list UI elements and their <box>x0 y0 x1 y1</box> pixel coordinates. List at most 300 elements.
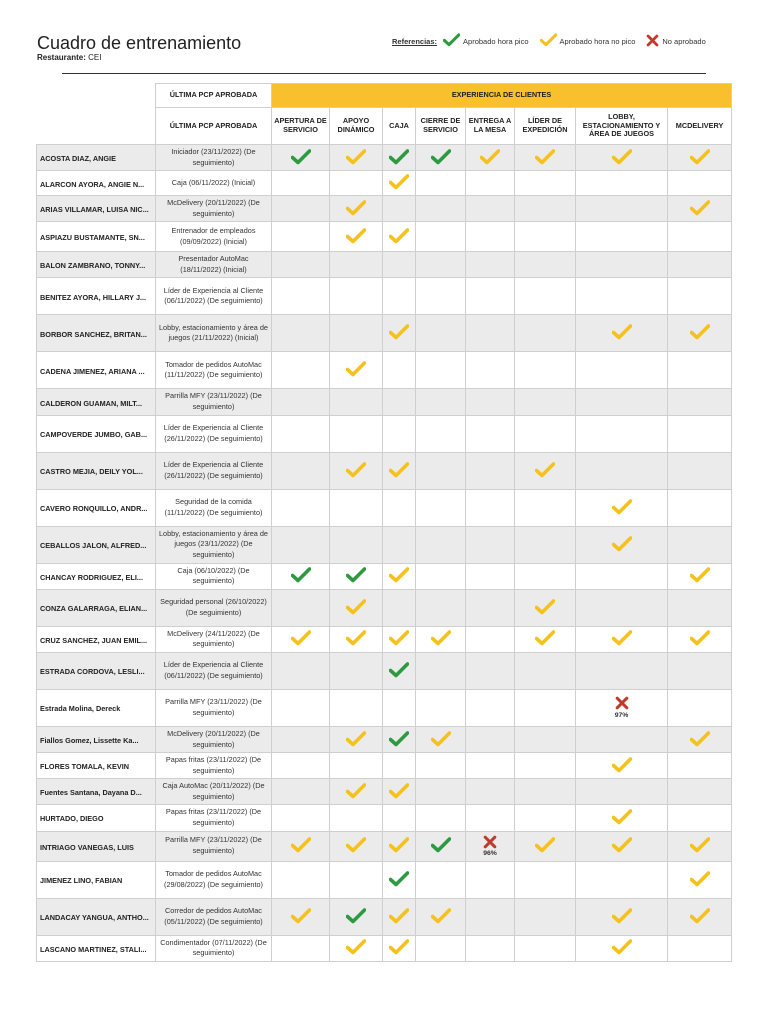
status-cell <box>668 171 732 196</box>
status-cell <box>416 196 466 222</box>
last-pcp: Parrilla MFY (23/11/2022) (De seguimiento) <box>156 831 272 861</box>
check-yellow-icon <box>690 837 710 855</box>
status-cell <box>330 753 383 779</box>
column-header: APERTURA DE SERVICIO <box>272 108 330 145</box>
last-pcp: Papas fritas (23/11/2022) (De seguimiento) <box>156 753 272 779</box>
table-row <box>37 626 732 652</box>
status-cell <box>576 278 668 315</box>
legend-item-red <box>643 34 705 49</box>
last-pcp: Líder de Experiencia al Cliente (26/11/2022) (De seguimiento) <box>156 415 272 452</box>
table-row <box>37 145 732 171</box>
status-cell <box>330 563 383 589</box>
status-cell <box>576 805 668 831</box>
status-cell <box>515 452 576 489</box>
not-approved-mark <box>483 835 497 858</box>
table-row <box>37 171 732 196</box>
table-row <box>37 753 732 779</box>
table-row <box>37 935 732 961</box>
status-cell <box>272 222 330 252</box>
status-cell <box>416 452 466 489</box>
table-row <box>37 726 732 752</box>
status-cell <box>330 315 383 352</box>
page-title: Cuadro de entrenamiento <box>37 33 242 53</box>
employee-name: ASPIAZU BUSTAMANTE, SN... <box>37 222 156 252</box>
check-yellow-icon <box>431 908 451 926</box>
status-cell <box>330 626 383 652</box>
status-cell <box>668 831 732 861</box>
status-cell <box>515 252 576 278</box>
table-row <box>37 389 732 415</box>
status-cell <box>466 831 515 861</box>
status-cell <box>576 196 668 222</box>
check-yellow-icon <box>690 200 710 218</box>
status-cell <box>416 389 466 415</box>
check-yellow-icon <box>389 783 409 801</box>
table-row <box>37 563 732 589</box>
status-cell <box>272 352 330 389</box>
status-cell <box>383 898 416 935</box>
status-cell <box>576 222 668 252</box>
status-cell <box>416 861 466 898</box>
check-yellow-icon <box>389 174 409 192</box>
check-green-icon <box>389 871 409 889</box>
check-yellow-icon <box>389 837 409 855</box>
status-cell <box>416 831 466 861</box>
check-yellow-icon <box>690 731 710 749</box>
employee-name: CAMPOVERDE JUMBO, GAB... <box>37 415 156 452</box>
status-cell <box>383 861 416 898</box>
status-cell <box>272 805 330 831</box>
status-cell <box>668 805 732 831</box>
last-pcp: Lobby, estacionamiento y área de juegos (21/11/2022) (Inicial) <box>156 315 272 352</box>
status-cell <box>668 526 732 563</box>
status-cell <box>272 171 330 196</box>
status-cell <box>330 352 383 389</box>
status-cell <box>668 563 732 589</box>
status-cell <box>515 315 576 352</box>
status-cell <box>515 171 576 196</box>
status-cell <box>576 489 668 526</box>
check-yellow-icon <box>612 837 632 855</box>
check-yellow-icon <box>346 783 366 801</box>
status-cell <box>383 626 416 652</box>
status-cell <box>272 145 330 171</box>
status-cell <box>466 563 515 589</box>
status-cell <box>466 589 515 626</box>
status-cell <box>515 861 576 898</box>
status-cell <box>383 452 416 489</box>
status-cell <box>668 626 732 652</box>
status-cell <box>515 563 576 589</box>
status-cell <box>272 415 330 452</box>
table-row <box>37 278 732 315</box>
check-yellow-icon <box>346 361 366 379</box>
not-approved-mark <box>615 696 629 719</box>
status-cell <box>668 861 732 898</box>
status-cell <box>668 589 732 626</box>
check-yellow-icon <box>480 149 500 167</box>
training-table <box>36 83 732 962</box>
status-cell <box>383 489 416 526</box>
status-cell <box>330 389 383 415</box>
last-pcp: Líder de Experiencia al Cliente (06/11/2022) (De seguimiento) <box>156 652 272 689</box>
last-pcp: Condimentador (07/11/2022) (De seguimiento) <box>156 935 272 961</box>
status-cell <box>330 589 383 626</box>
employee-name: BORBOR SANCHEZ, BRITAN... <box>37 315 156 352</box>
cross-red-icon <box>615 696 629 711</box>
employee-name: BENITEZ AYORA, HILLARY J... <box>37 278 156 315</box>
column-header: MCDELIVERY <box>668 108 732 145</box>
status-cell <box>416 652 466 689</box>
last-pcp: Caja (06/11/2022) (Inicial) <box>156 171 272 196</box>
status-cell <box>330 652 383 689</box>
table-row <box>37 805 732 831</box>
table-row <box>37 779 732 805</box>
table-row <box>37 589 732 626</box>
table-row <box>37 352 732 389</box>
status-cell <box>383 726 416 752</box>
status-cell <box>668 935 732 961</box>
status-cell <box>515 726 576 752</box>
status-cell <box>515 222 576 252</box>
status-cell <box>330 935 383 961</box>
table-row <box>37 898 732 935</box>
score-percent: 97% <box>614 711 629 719</box>
legend-text-yellow: Aprobado hora no pico <box>559 36 636 46</box>
legend <box>392 33 714 49</box>
status-cell <box>576 526 668 563</box>
last-pcp: Caja AutoMac (20/11/2022) (De seguimiento) <box>156 779 272 805</box>
status-cell <box>272 935 330 961</box>
status-cell <box>576 563 668 589</box>
status-cell <box>416 779 466 805</box>
status-cell <box>668 252 732 278</box>
column-header: CIERRE DE SERVICIO <box>416 108 466 145</box>
status-cell <box>383 196 416 222</box>
check-yellow-icon <box>690 908 710 926</box>
status-cell <box>668 689 732 726</box>
last-pcp: Iniciador (23/11/2022) (De seguimiento) <box>156 145 272 171</box>
status-cell <box>668 652 732 689</box>
table-row <box>37 415 732 452</box>
status-cell <box>576 452 668 489</box>
check-yellow-icon <box>431 731 451 749</box>
status-cell <box>515 753 576 779</box>
check-green-icon <box>389 662 409 680</box>
check-yellow-icon <box>535 149 555 167</box>
status-cell <box>466 352 515 389</box>
status-cell <box>668 415 732 452</box>
check-green-icon <box>431 149 451 167</box>
status-cell <box>416 489 466 526</box>
check-yellow-icon <box>346 630 366 648</box>
status-cell <box>272 489 330 526</box>
restaurant-value: CEI <box>88 53 102 62</box>
last-pcp: McDelivery (20/11/2022) (De seguimiento) <box>156 726 272 752</box>
header-blank-2 <box>37 108 156 145</box>
column-header: APOYO DINÁMICO <box>330 108 383 145</box>
status-cell <box>272 898 330 935</box>
table-row <box>37 222 732 252</box>
status-cell <box>416 753 466 779</box>
status-cell <box>330 222 383 252</box>
last-pcp: Líder de Experiencia al Cliente (06/11/2022) (De seguimiento) <box>156 278 272 315</box>
check-yellow-icon <box>612 939 632 957</box>
check-yellow-icon <box>612 809 632 827</box>
status-cell <box>668 489 732 526</box>
check-yellow-icon <box>690 149 710 167</box>
last-pcp: Seguridad personal (26/10/2022) (De seguimiento) <box>156 589 272 626</box>
status-cell <box>466 452 515 489</box>
check-yellow-icon <box>389 939 409 957</box>
check-yellow-icon <box>690 871 710 889</box>
status-cell <box>416 589 466 626</box>
status-cell <box>515 352 576 389</box>
check-yellow-icon <box>389 462 409 480</box>
check-green-icon <box>389 731 409 749</box>
check-yellow-icon <box>690 567 710 585</box>
status-cell <box>466 489 515 526</box>
status-cell <box>272 196 330 222</box>
last-pcp: Corredor de pedidos AutoMac (05/11/2022) (De seguimiento) <box>156 898 272 935</box>
table-row <box>37 689 732 726</box>
legend-item-green <box>440 33 528 49</box>
employee-name: ESTRADA CORDOVA, LESLI... <box>37 652 156 689</box>
status-cell <box>330 278 383 315</box>
last-pcp: Lobby, estacionamiento y área de juegos (23/11/2022) (De seguimiento) <box>156 526 272 563</box>
employee-name: Fuentes Santana, Dayana D... <box>37 779 156 805</box>
status-cell <box>330 689 383 726</box>
column-header: LÍDER DE EXPEDICIÓN <box>515 108 576 145</box>
status-cell <box>576 831 668 861</box>
status-cell <box>668 898 732 935</box>
status-cell <box>576 145 668 171</box>
check-yellow-icon <box>346 228 366 246</box>
check-yellow-icon <box>612 536 632 554</box>
table-row <box>37 831 732 861</box>
column-header: CAJA <box>383 108 416 145</box>
check-green-icon <box>431 837 451 855</box>
status-cell <box>466 389 515 415</box>
cross-red-icon <box>483 835 497 850</box>
status-cell <box>383 589 416 626</box>
status-cell <box>272 753 330 779</box>
last-pcp: Tomador de pedidos AutoMac (11/11/2022) (De seguimiento) <box>156 352 272 389</box>
status-cell <box>466 145 515 171</box>
employee-name: JIMENEZ LINO, FABIAN <box>37 861 156 898</box>
status-cell <box>515 805 576 831</box>
status-cell <box>416 415 466 452</box>
column-header: ENTREGA A LA MESA <box>466 108 515 145</box>
status-cell <box>576 779 668 805</box>
employee-name: CALDERON GUAMAN, MILT... <box>37 389 156 415</box>
status-cell <box>515 489 576 526</box>
status-cell <box>330 252 383 278</box>
status-cell <box>272 563 330 589</box>
check-yellow-icon <box>389 324 409 342</box>
employee-name: CADENA JIMENEZ, ARIANA ... <box>37 352 156 389</box>
status-cell <box>668 145 732 171</box>
column-header: LOBBY, ESTACIONAMIENTO Y ÁREA DE JUEGOS <box>576 108 668 145</box>
employee-name: CONZA GALARRAGA, ELIAN... <box>37 589 156 626</box>
status-cell <box>515 898 576 935</box>
score-percent: 96% <box>483 849 497 857</box>
status-cell <box>272 779 330 805</box>
status-cell <box>466 526 515 563</box>
employee-name: LASCANO MARTINEZ, STALI... <box>37 935 156 961</box>
check-yellow-icon <box>535 599 555 617</box>
check-green-icon <box>346 567 366 585</box>
header-last-pcp-top: ÚLTIMA PCP APROBADA <box>156 84 272 108</box>
employee-name: HURTADO, DIEGO <box>37 805 156 831</box>
table-row <box>37 526 732 563</box>
status-cell <box>515 935 576 961</box>
status-cell <box>416 805 466 831</box>
last-pcp: Tomador de pedidos AutoMac (29/08/2022) (De seguimiento) <box>156 861 272 898</box>
status-cell <box>330 196 383 222</box>
status-cell <box>576 415 668 452</box>
status-cell <box>668 278 732 315</box>
status-cell <box>272 389 330 415</box>
employee-name: ARIAS VILLAMAR, LUISA NIC... <box>37 196 156 222</box>
status-cell <box>515 196 576 222</box>
employee-name: Fiallos Gomez, Lissette Ka... <box>37 726 156 752</box>
check-yellow-icon <box>431 630 451 648</box>
status-cell <box>668 779 732 805</box>
status-cell <box>466 935 515 961</box>
status-cell <box>330 526 383 563</box>
check-yellow-icon <box>535 462 555 480</box>
status-cell <box>515 779 576 805</box>
status-cell <box>466 415 515 452</box>
status-cell <box>576 861 668 898</box>
status-cell <box>272 652 330 689</box>
status-cell <box>576 589 668 626</box>
check-yellow-icon <box>612 908 632 926</box>
status-cell <box>576 252 668 278</box>
status-cell <box>383 563 416 589</box>
status-cell <box>330 145 383 171</box>
status-cell <box>330 861 383 898</box>
status-cell <box>383 222 416 252</box>
status-cell <box>668 389 732 415</box>
status-cell <box>330 452 383 489</box>
status-cell <box>272 626 330 652</box>
status-cell <box>383 753 416 779</box>
table-row <box>37 252 732 278</box>
table-row <box>37 315 732 352</box>
table-row <box>37 652 732 689</box>
status-cell <box>576 352 668 389</box>
status-cell <box>668 352 732 389</box>
status-cell <box>416 689 466 726</box>
status-cell <box>515 626 576 652</box>
check-yellow-icon <box>535 837 555 855</box>
status-cell <box>576 389 668 415</box>
status-cell <box>272 589 330 626</box>
status-cell <box>466 652 515 689</box>
employee-name: CAVERO RONQUILLO, ANDR... <box>37 489 156 526</box>
status-cell <box>383 278 416 315</box>
status-cell <box>466 805 515 831</box>
status-cell <box>466 252 515 278</box>
last-pcp: Presentador AutoMac (18/11/2022) (Inicial) <box>156 252 272 278</box>
status-cell <box>668 452 732 489</box>
cross-red-icon <box>646 34 659 49</box>
status-cell <box>383 526 416 563</box>
status-cell <box>466 779 515 805</box>
status-cell <box>515 145 576 171</box>
status-cell <box>416 171 466 196</box>
check-green-icon <box>291 567 311 585</box>
status-cell <box>668 315 732 352</box>
status-cell <box>383 831 416 861</box>
status-cell <box>272 831 330 861</box>
status-cell <box>668 222 732 252</box>
status-cell <box>383 689 416 726</box>
check-yellow-icon <box>346 939 366 957</box>
status-cell <box>576 726 668 752</box>
check-green-icon <box>291 149 311 167</box>
status-cell <box>330 805 383 831</box>
check-green-icon <box>346 908 366 926</box>
status-cell <box>272 252 330 278</box>
status-cell <box>668 753 732 779</box>
header-divider <box>62 73 706 74</box>
legend-label: Referencias: <box>392 36 438 46</box>
employee-name: INTRIAGO VANEGAS, LUIS <box>37 831 156 861</box>
status-cell <box>576 898 668 935</box>
check-yellow-icon <box>389 567 409 585</box>
status-cell <box>515 589 576 626</box>
status-cell <box>383 171 416 196</box>
status-cell <box>515 389 576 415</box>
check-yellow-icon <box>612 630 632 648</box>
check-yellow-icon <box>389 228 409 246</box>
status-cell <box>330 779 383 805</box>
header-blank <box>37 84 156 108</box>
check-yellow-icon <box>291 837 311 855</box>
header-group-customer-experience: EXPERIENCIA DE CLIENTES <box>272 84 732 108</box>
employee-name: FLORES TOMALA, KEVIN <box>37 753 156 779</box>
check-yellow-icon <box>612 324 632 342</box>
status-cell <box>272 689 330 726</box>
status-cell <box>416 898 466 935</box>
status-cell <box>383 779 416 805</box>
status-cell <box>416 145 466 171</box>
legend-text-green: Aprobado hora pico <box>463 36 529 46</box>
status-cell <box>330 489 383 526</box>
table-row <box>37 489 732 526</box>
status-cell <box>272 861 330 898</box>
last-pcp: Papas fritas (23/11/2022) (De seguimiento) <box>156 805 272 831</box>
check-yellow-icon <box>690 630 710 648</box>
status-cell <box>416 315 466 352</box>
check-yellow-icon <box>346 599 366 617</box>
status-cell <box>576 626 668 652</box>
employee-name: CEBALLOS JALON, ALFRED... <box>37 526 156 563</box>
status-cell <box>466 861 515 898</box>
check-yellow-icon <box>346 200 366 218</box>
status-cell <box>272 452 330 489</box>
status-cell <box>515 415 576 452</box>
status-cell <box>416 252 466 278</box>
status-cell <box>416 935 466 961</box>
check-yellow-icon <box>389 630 409 648</box>
restaurant-info <box>37 53 101 62</box>
last-pcp: Parrilla MFY (23/11/2022) (De seguimiento) <box>156 689 272 726</box>
status-cell <box>515 689 576 726</box>
